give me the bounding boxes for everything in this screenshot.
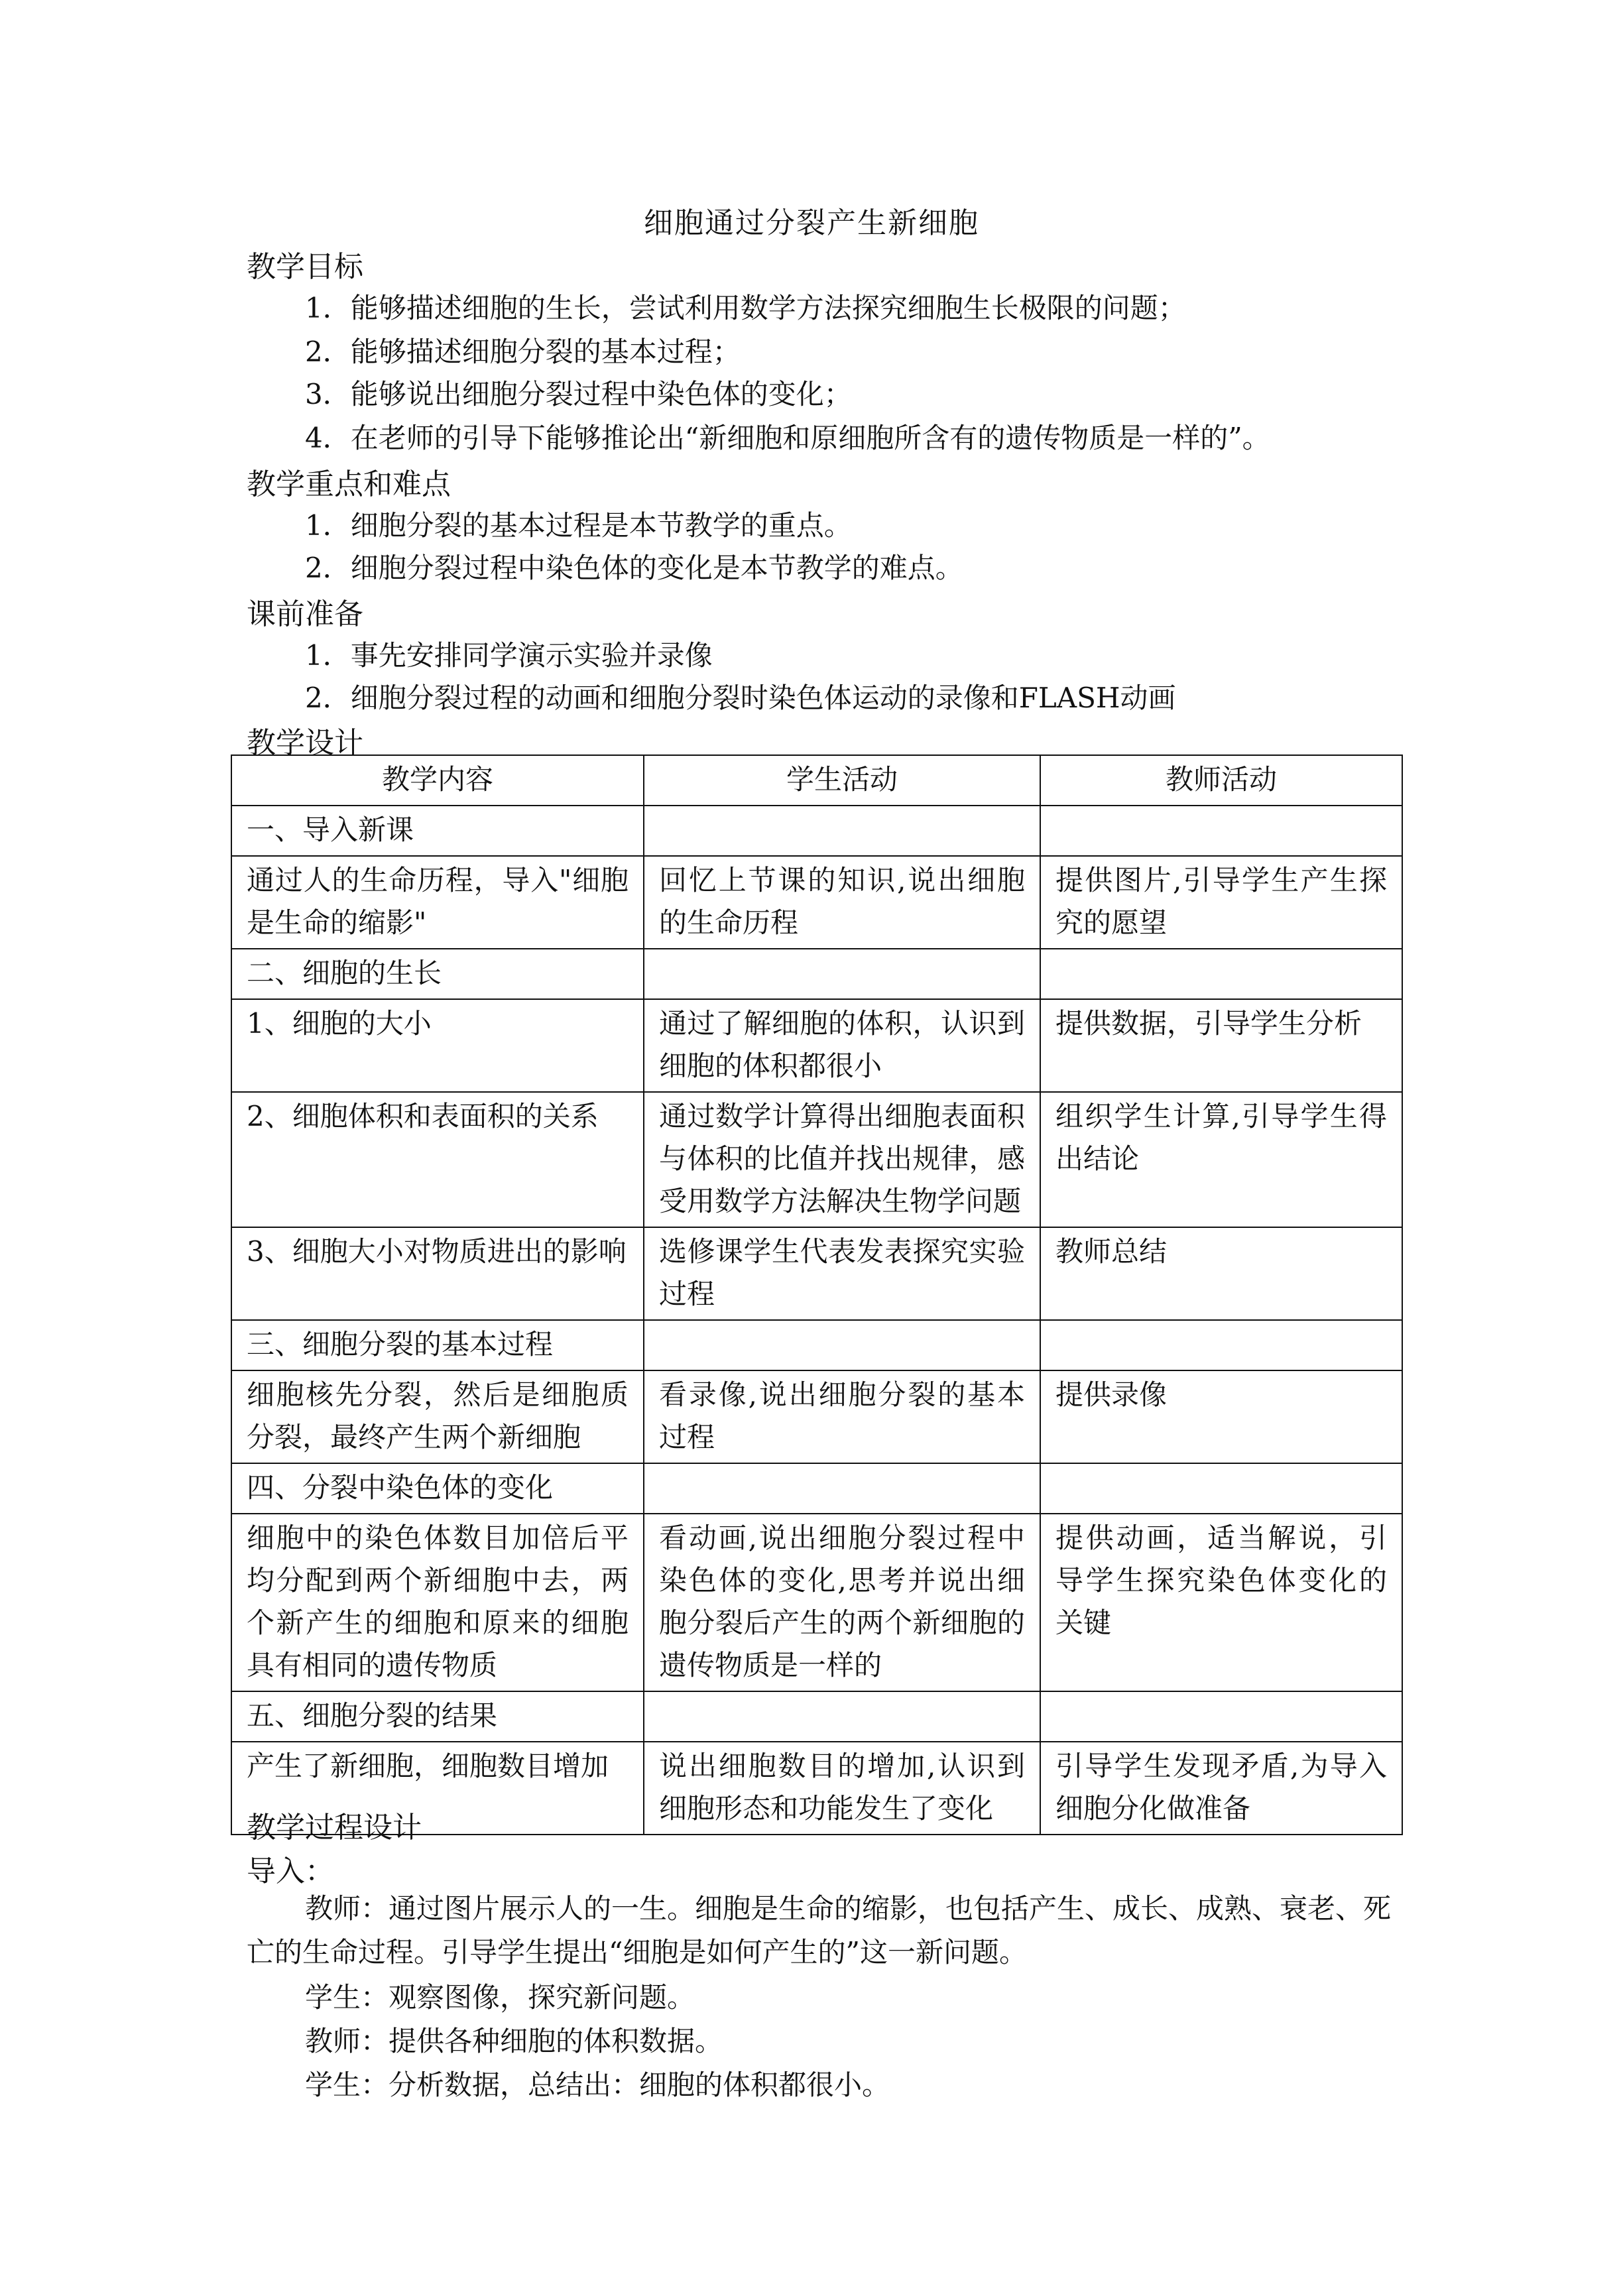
table-row <box>231 1092 1402 1227</box>
process-paragraph-text: 教师：通过图片展示人的一生。细胞是生命的缩影，也包括产生、成长、成熟、衰老、死亡的生命过程。引导学生提出“细胞是如何产生的”这一新问题。 <box>247 1892 1392 1968</box>
table-cell <box>644 806 1040 856</box>
column-header-student: 学生活动 <box>644 755 1040 806</box>
table-cell: 选修课学生代表发表探究实验过程 <box>644 1227 1040 1320</box>
table-cell <box>644 949 1040 999</box>
table-cell: 看动画,说出细胞分裂过程中染色体的变化,思考并说出细胞分裂后产生的两个新细胞的遗传物质是一样的 <box>644 1514 1040 1691</box>
table-cell <box>644 1463 1040 1514</box>
table-cell: 回忆上节课的知识,说出细胞的生命历程 <box>644 856 1040 949</box>
table-cell: 提供数据，引导学生分析 <box>1040 999 1402 1092</box>
key-points-heading: 教学重点和难点 <box>247 467 451 501</box>
objective-item: 4．在老师的引导下能够推论出“新细胞和原细胞所含有的遗传物质是一样的”。 <box>305 422 1270 454</box>
table-row <box>231 999 1402 1092</box>
objectives-heading: 教学目标 <box>247 250 363 284</box>
table-cell: 一、导入新课 <box>231 806 644 856</box>
table-row <box>231 1370 1402 1463</box>
table-row <box>231 1463 1402 1514</box>
table-row <box>231 1320 1402 1370</box>
table-row <box>231 1227 1402 1320</box>
table-row <box>231 1691 1402 1742</box>
dialogue-line: 教师：提供各种细胞的体积数据。 <box>305 2025 723 2057</box>
table-cell: 通过了解细胞的体积，认识到细胞的体积都很小 <box>644 999 1040 1092</box>
key-point-item: 1．细胞分裂的基本过程是本节教学的重点。 <box>305 509 852 542</box>
page-title: 细胞通过分裂产生新细胞 <box>644 206 979 240</box>
table-cell <box>1040 949 1402 999</box>
dialogue-line: 学生：分析数据，总结出：细胞的体积都很小。 <box>305 2069 890 2101</box>
table-cell: 产生了新细胞，细胞数目增加 <box>231 1742 644 1835</box>
table-cell: 提供动画，适当解说，引导学生探究染色体变化的关键 <box>1040 1514 1402 1691</box>
table-cell: 1、细胞的大小 <box>231 999 644 1092</box>
table-cell <box>1040 806 1402 856</box>
lesson-design-table <box>231 755 1403 1835</box>
process-paragraph <box>247 1887 1413 1974</box>
table-cell: 通过数学计算得出细胞表面积与体积的比值并找出规律，感受用数学方法解决生物学问题 <box>644 1092 1040 1227</box>
table-cell: 引导学生发现矛盾,为导入细胞分化做准备 <box>1040 1742 1402 1835</box>
table-cell: 2、细胞体积和表面积的关系 <box>231 1092 644 1227</box>
table-row <box>231 856 1402 949</box>
objective-item: 2．能够描述细胞分裂的基本过程； <box>305 335 741 368</box>
table-cell: 看录像,说出细胞分裂的基本过程 <box>644 1370 1040 1463</box>
table-cell: 教师总结 <box>1040 1227 1402 1320</box>
preparation-heading: 课前准备 <box>247 597 363 631</box>
preparation-item: 2．细胞分裂过程的动画和细胞分裂时染色体运动的录像和FLASH动画 <box>305 682 1176 714</box>
table-row <box>231 949 1402 999</box>
table-cell: 说出细胞数目的增加,认识到细胞形态和功能发生了变化 <box>644 1742 1040 1835</box>
dialogue-line: 学生：观察图像，探究新问题。 <box>305 1981 695 2014</box>
table-cell <box>644 1691 1040 1742</box>
table-cell <box>1040 1691 1402 1742</box>
design-heading: 教学设计 <box>247 726 363 760</box>
table-header-row <box>231 755 1402 806</box>
column-header-content: 教学内容 <box>231 755 644 806</box>
table-cell: 细胞中的染色体数目加倍后平均分配到两个新细胞中去，两个新产生的细胞和原来的细胞具有相同的遗传物质 <box>231 1514 644 1691</box>
table-cell <box>1040 1320 1402 1370</box>
table-cell: 通过人的生命历程，导入"细胞是生命的缩影" <box>231 856 644 949</box>
table-cell: 五、细胞分裂的结果 <box>231 1691 644 1742</box>
table-row <box>231 1514 1402 1691</box>
objective-item: 3．能够说出细胞分裂过程中染色体的变化； <box>305 378 852 410</box>
objective-item: 1．能够描述细胞的生长，尝试利用数学方法探究细胞生长极限的问题； <box>305 292 1186 324</box>
table-cell <box>644 1320 1040 1370</box>
table-cell: 四、分裂中染色体的变化 <box>231 1463 644 1514</box>
table-cell: 组织学生计算,引导学生得出结论 <box>1040 1092 1402 1227</box>
preparation-item: 1．事先安排同学演示实验并录像 <box>305 639 713 672</box>
table-cell: 提供录像 <box>1040 1370 1402 1463</box>
process-heading: 教学过程设计 <box>247 1811 422 1844</box>
table-cell: 三、细胞分裂的基本过程 <box>231 1320 644 1370</box>
table-cell: 3、细胞大小对物质进出的影响 <box>231 1227 644 1320</box>
table-cell <box>1040 1463 1402 1514</box>
table-cell: 提供图片,引导学生产生探究的愿望 <box>1040 856 1402 949</box>
table-cell: 细胞核先分裂，然后是细胞质分裂，最终产生两个新细胞 <box>231 1370 644 1463</box>
table-row <box>231 806 1402 856</box>
column-header-teacher: 教师活动 <box>1040 755 1402 806</box>
key-point-item: 2．细胞分裂过程中染色体的变化是本节教学的难点。 <box>305 552 963 584</box>
process-intro-label: 导入： <box>247 1854 334 1888</box>
table-cell: 二、细胞的生长 <box>231 949 644 999</box>
